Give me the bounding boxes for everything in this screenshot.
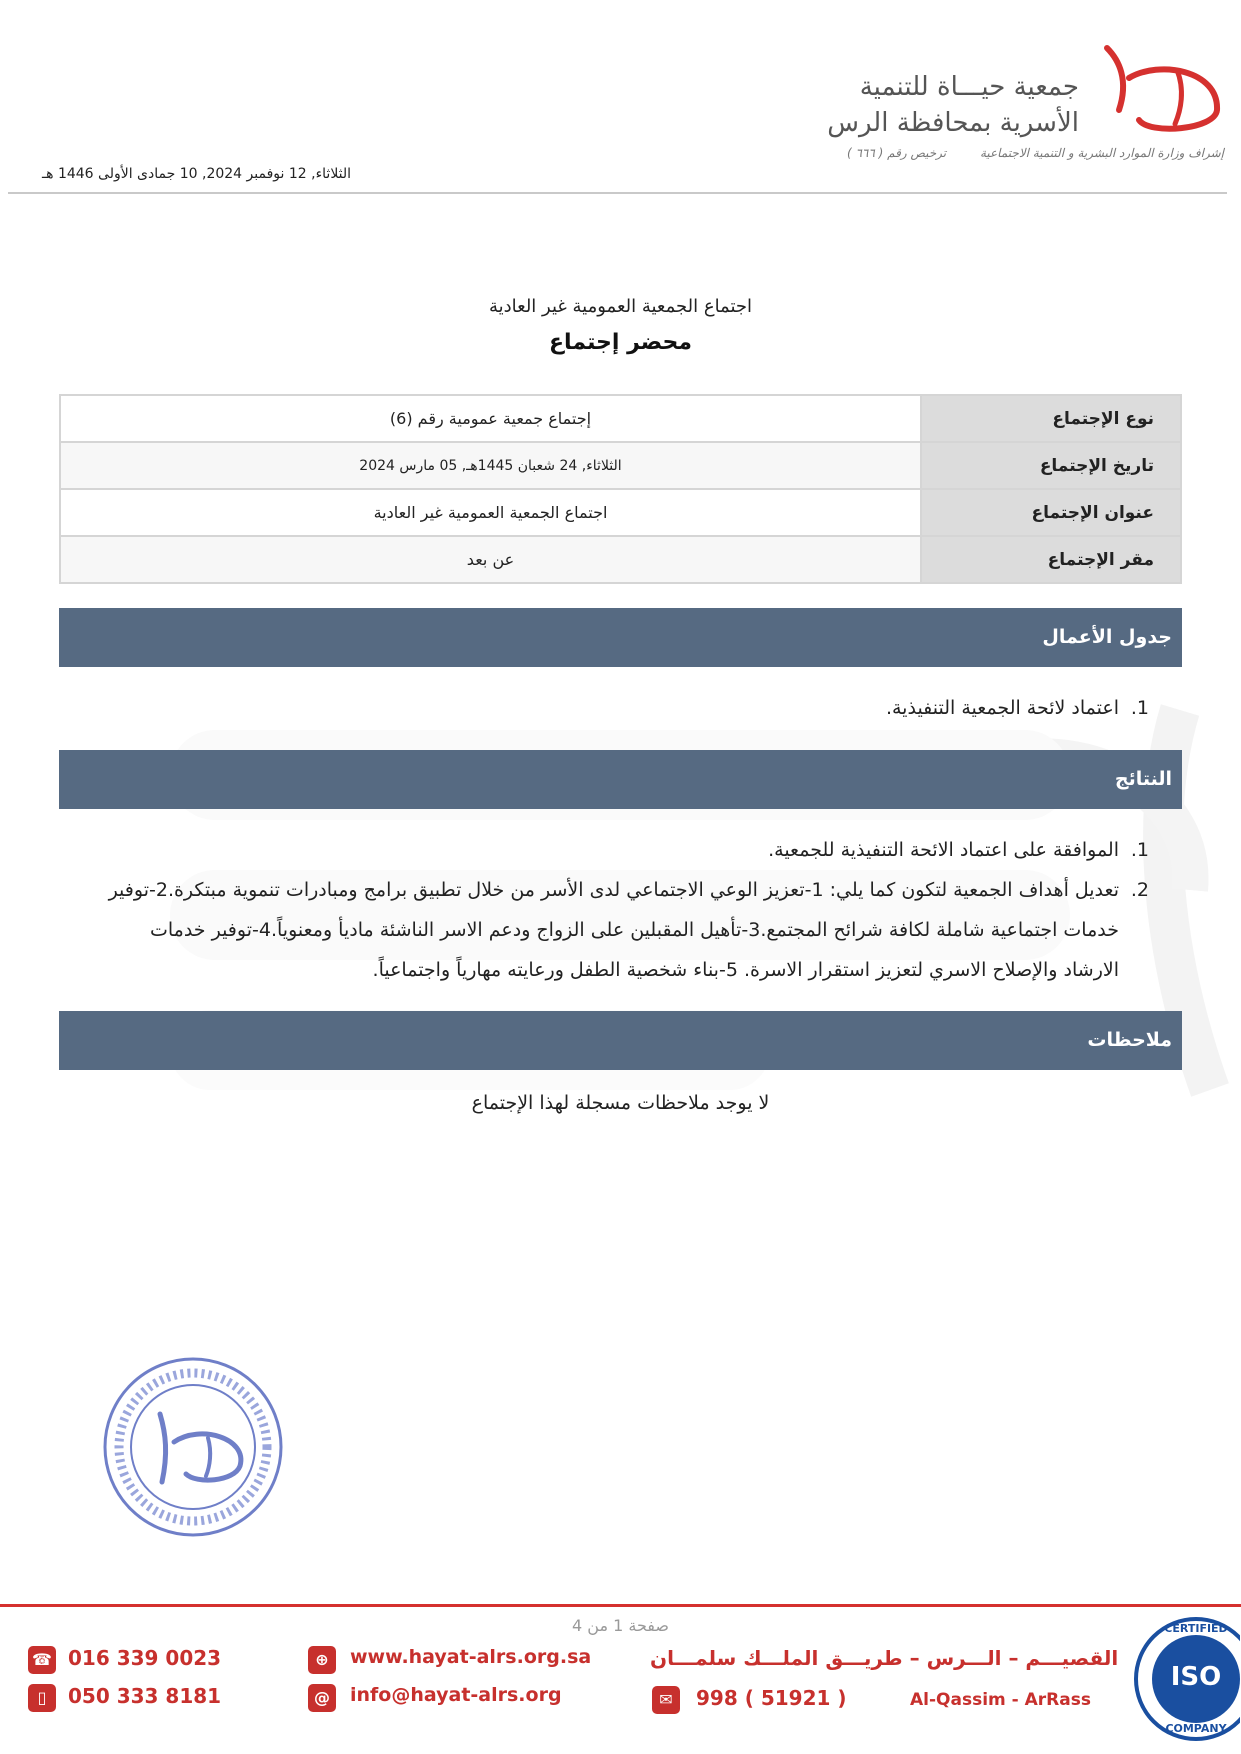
iso-bottom-text: COMPANY <box>1165 1722 1227 1735</box>
mailbox-icon: ✉ <box>652 1686 680 1714</box>
results-list <box>89 830 1149 990</box>
document-title: محضر إجتماع <box>549 330 692 355</box>
info-label: عنوان الإجتماع <box>921 489 1181 536</box>
list-item-text: تعديل أهداف الجمعية لتكون كما يلي: 1-تعزيز الوعي الاجتماعي لدى الأسر من خلال تطبيق برامج ومبادرات تنموية مبتكرة.2-توفير خدمات اجتماعية شاملة لكافة شرائح المجتمع.3-تأهيل المقبلين على الزواج ودعم الاسر الناشئة ماديأ ومعنوياً.4-توفير خدمات الارشاد والإصلاح الاسري لتعزيز استقرار الاسرة. 5-بناء شخصية الطفل ورعايته مهارياً واجتماعياً. <box>108 879 1119 981</box>
org-supervision: إشراف وزارة الموارد البشرية و التنمية الاجتماعية <box>979 146 1224 160</box>
agenda-section-heading: جدول الأعمال <box>59 608 1182 667</box>
info-row-date <box>60 442 1181 489</box>
header-date: الثلاثاء, 12 نوفمبر 2024, 10 جمادى الأولى 1446 هـ <box>42 166 352 182</box>
footer-address-ar: القصيـــم – الـــرس – طريـــق الملـــك سلمـــان <box>650 1646 1119 1670</box>
footer-pobox: 998 ( 51921 ) <box>696 1686 847 1710</box>
list-item-number: 1. <box>1130 697 1149 719</box>
iso-certified-badge <box>1126 1614 1240 1744</box>
hayat-logo-icon <box>1089 40 1229 140</box>
info-label: نوع الإجتماع <box>921 395 1181 442</box>
info-value: إجتماع جمعية عمومية رقم (6) <box>60 395 921 442</box>
list-item-text: الموافقة على اعتماد الائحة التنفيذية للجمعية. <box>768 839 1119 861</box>
iso-mid-text: ISO <box>1170 1662 1222 1692</box>
footer-phone-landline: 016 339 0023 <box>68 1646 222 1670</box>
info-value: الثلاثاء, 24 شعبان 1445هـ, 05 مارس 2024 <box>60 442 921 489</box>
list-item <box>89 688 1149 728</box>
org-license: ترخيص رقم ( ٦٦٦ ) <box>846 146 947 160</box>
notes-section-heading: ملاحظات <box>59 1011 1182 1070</box>
info-row-type <box>60 395 1181 442</box>
info-value: اجتماع الجمعية العمومية غير العادية <box>60 489 921 536</box>
footer-phone-mobile: 050 333 8181 <box>68 1684 222 1708</box>
list-item-number: 1. <box>1130 839 1149 861</box>
footer-divider <box>0 1604 1241 1607</box>
list-item <box>89 830 1149 870</box>
info-label: مقر الإجتماع <box>921 536 1181 583</box>
footer-address-en: Al-Qassim - ArRass <box>910 1690 1091 1710</box>
phone-icon: ☎ <box>28 1646 56 1674</box>
email-icon: @ <box>308 1684 336 1712</box>
agenda-list <box>89 688 1149 728</box>
list-item-number: 2. <box>1130 879 1149 901</box>
organization-stamp-icon <box>100 1354 286 1540</box>
info-row-title <box>60 489 1181 536</box>
org-name-line2: الأسرية بمحافظة الرس <box>827 108 1079 138</box>
page-number: صفحة 1 من 4 <box>572 1616 669 1635</box>
list-item-text: اعتماد لائحة الجمعية التنفيذية. <box>885 697 1119 719</box>
meeting-info-table <box>59 394 1182 584</box>
globe-icon: ⊕ <box>308 1646 336 1674</box>
org-name-line1: جمعية حيـــاة للتنمية <box>859 72 1079 102</box>
header-divider <box>8 192 1227 194</box>
footer-email[interactable]: info@hayat-alrs.org <box>350 1684 562 1706</box>
organization-logo <box>829 40 1229 170</box>
mobile-icon: ▯ <box>28 1684 56 1712</box>
document-subtitle: اجتماع الجمعية العمومية غير العادية <box>488 296 753 317</box>
info-row-location <box>60 536 1181 583</box>
org-subline <box>847 146 1224 160</box>
info-value: عن بعد <box>60 536 921 583</box>
iso-top-text: CERTIFIED <box>1164 1622 1228 1635</box>
results-section-heading: النتائج <box>59 750 1182 809</box>
info-label: تاريخ الإجتماع <box>921 442 1181 489</box>
list-item <box>89 870 1149 990</box>
footer-website[interactable]: www.hayat-alrs.org.sa <box>350 1646 592 1668</box>
notes-text: لا يوجد ملاحظات مسجلة لهذا الإجتماع <box>471 1092 770 1114</box>
